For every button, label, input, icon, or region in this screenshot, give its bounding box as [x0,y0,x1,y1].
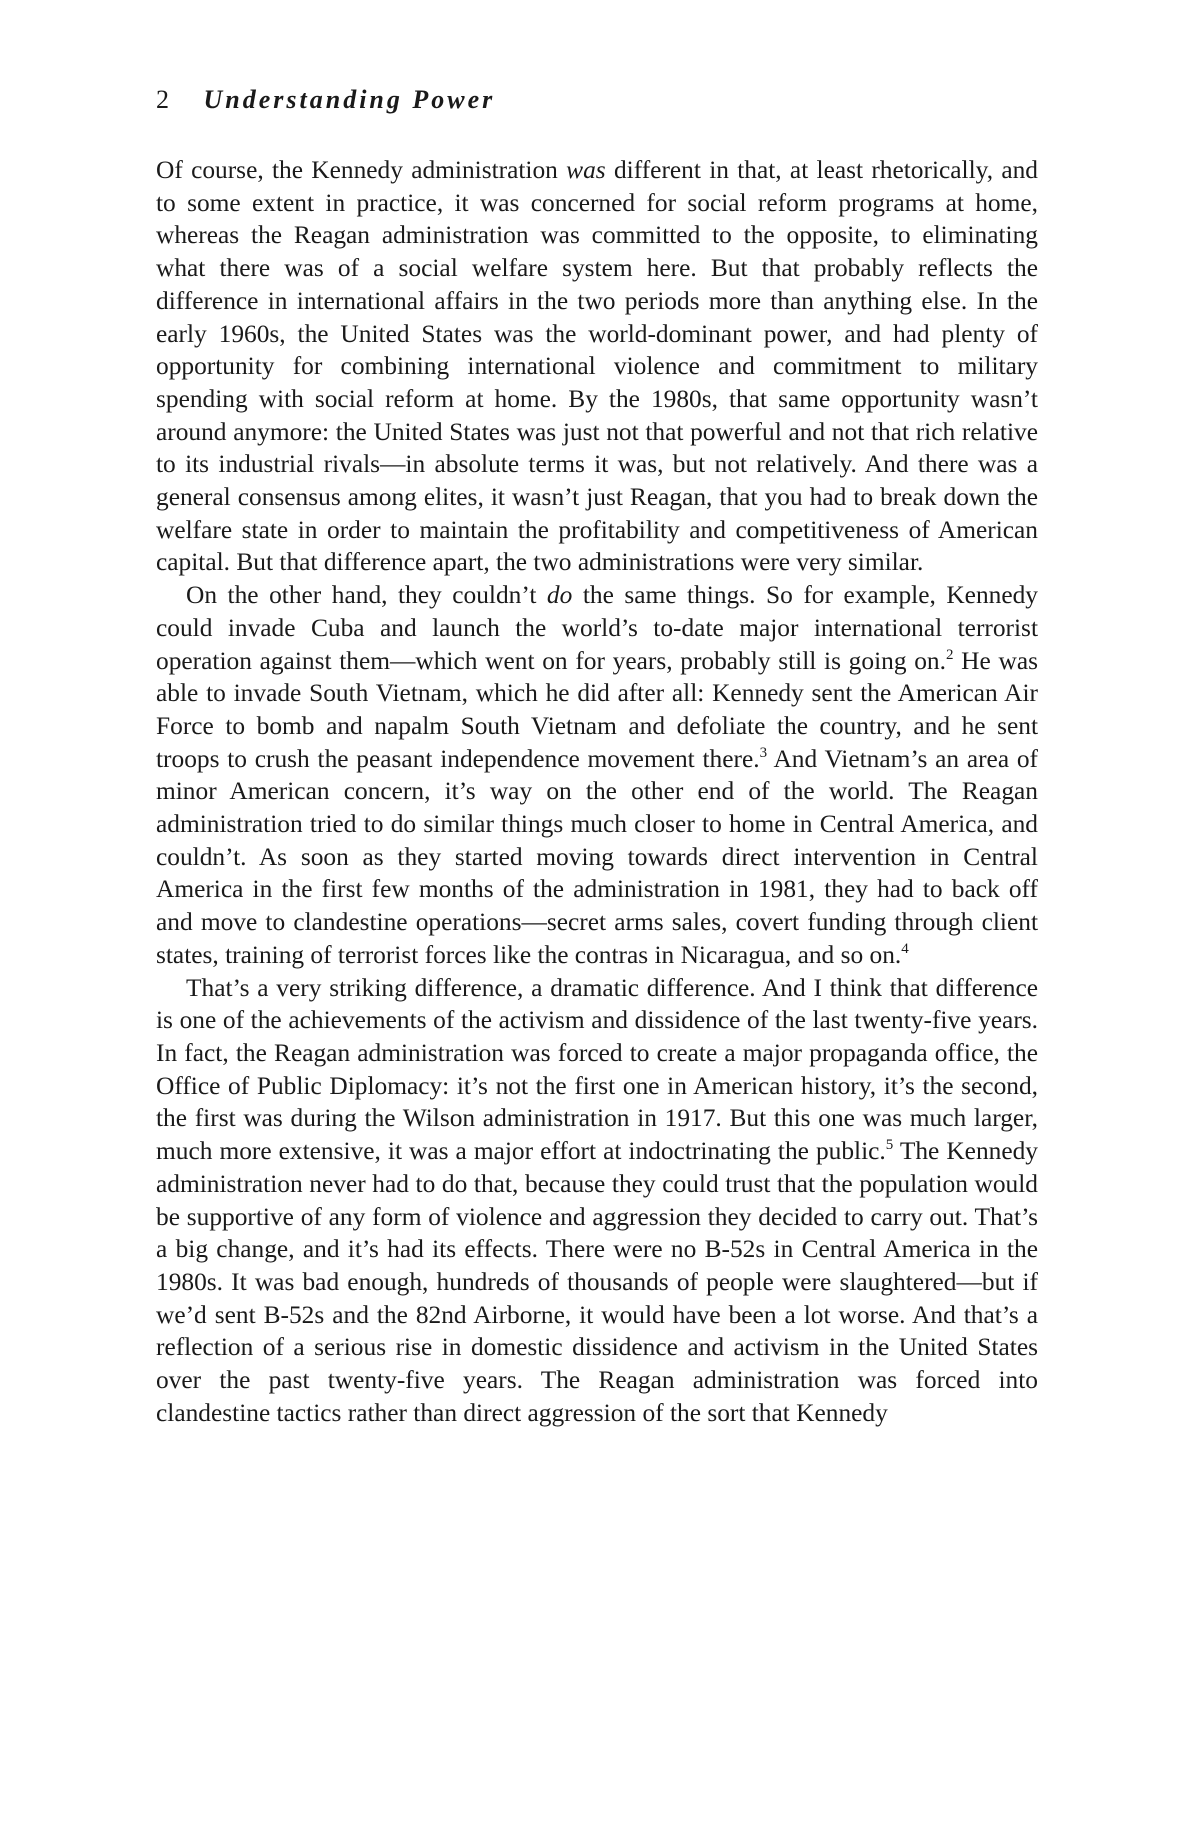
paragraph [156,972,1038,1430]
footnote-ref: 2 [945,646,954,663]
footnote-ref: 4 [901,940,909,957]
text-run: He was able to invade South Vietnam, which he did after all: Kennedy sent the American Air Force to bomb and napalm South Vietnam and defoliate the country, and he sent troops to crush the peasant independence movement there. [156,646,1038,773]
page-number: 2 [156,85,169,114]
book-title: Understanding Power [203,85,496,114]
book-page [156,0,1038,1829]
text-run: the same things. So for example, Kennedy could invade Cuba and launch the world’s to-date major international terrorist operation against them—which went on for years, probably still is going on. [156,581,1038,675]
text-run: And Vietnam’s an area of minor American concern, it’s way on the other end of the world. The Reagan administration tried to do similar things much closer to home in Central America, and couldn’t. As soon as they started moving towards direct intervention in Central America in the first few months of the administration in 1981, they had to back off and move to clandestine operations—secret arms sales, covert funding through client states, training of terrorist forces like the contras in Nicaragua, and so on. [156,744,1039,969]
footnote-ref: 3 [759,744,768,761]
emphasis: do [546,581,573,610]
text-run: That’s a very striking difference, a dramatic difference. And I think that difference is one of the achievements of the activism and dissidence of the last twenty-five years. In fact, the Reagan administration was forced to create a major propaganda office, the Office of Public Diplomacy: it’s not the first one in American history, it’s the second, the first was during the Wilson administration in 1917. But this one was much larger, much more extensive, it was a major effort at indoctrinating the public. [156,973,1038,1166]
text-run: The Kennedy administration never had to do that, because they could trust that the population would be supportive of any form of violence and aggression they decided to carry out. That’s a big change, and it’s had its effects. There were no B-52s in Central America in the 1980s. It was bad enough, hundreds of thousands of people were slaughtered—but if we’d sent B-52s and the 82nd Airborne, it would have been a lot worse. And that’s a reflection of a serious rise in domestic dissidence and activism in the United States over the past twenty-five years. The Reagan administration was forced into clandestine tactics rather than direct aggression of the sort that Kennedy [156,1137,1038,1427]
text-run: Of course, the Kennedy administration [156,156,567,184]
paragraph [156,579,1038,971]
text-run: different in that, at least rhetorically, and to some extent in practice, it was concerned for social reform programs at home, whereas the Reagan administration was committed to the opposite, to eliminating what there was of a social welfare system here. But that probably reflects the difference in international affairs in the two periods more than anything else. In the early 1960s, the United States was the world-dominant power, and had plenty of opportunity for combining international violence and commitment to military spending with social reform at home. By the 1980s, that same opportunity wasn’t around anymore: the United States was just not that powerful and not that rich relative to its industrial rivals—in absolute terms it was, but not relatively. And there was a general consensus among elites, it wasn’t just Reagan, that you had to break down the welfare state in order to maintain the profitability and competitiveness of American capital. But that difference apart, the two administrations were very similar. [156,156,1038,577]
running-head [156,84,495,116]
footnote-ref: 5 [885,1137,894,1154]
text-run: On the other hand, they couldn’t [186,581,547,610]
paragraph [156,154,1038,579]
emphasis: was [566,156,606,184]
body-text [156,154,1038,1429]
